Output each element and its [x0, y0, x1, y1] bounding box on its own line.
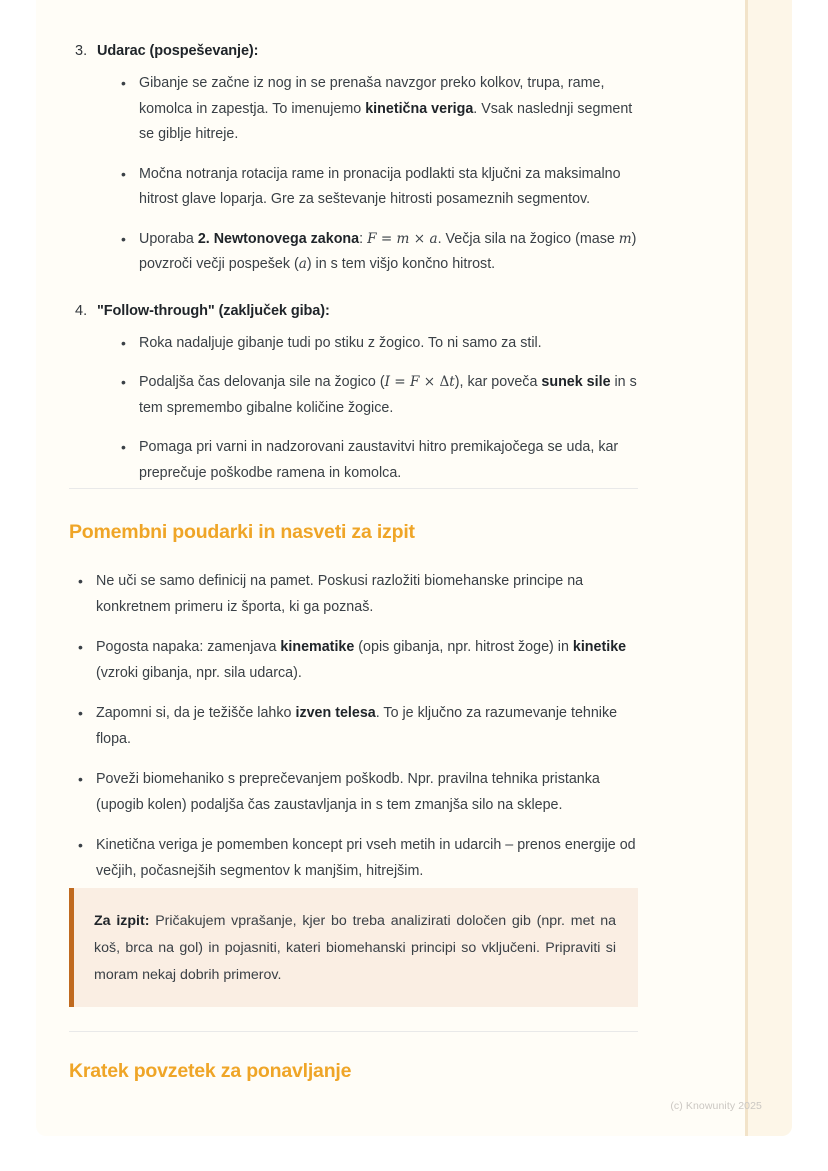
emphasis-text: kinematike: [280, 639, 355, 655]
emphasis-text: kinetike: [572, 639, 627, 655]
step-item: [69, 300, 639, 487]
list-item: • Močna notranja rotacija rame in pronacija podlakti sta ključni za maksimalno hitrost glave loparja. Gre za seštevanje hitrosti posameznih segmentov.: [119, 162, 639, 213]
list-item: • Ne uči se samo definicij na pamet. Poskusi razložiti biomehanske principe na konkretnem primeru iz športa, ki ga poznaš.: [69, 569, 639, 620]
numbered-steps-list: [69, 40, 639, 504]
step-bullets: [119, 71, 639, 278]
list-item: • Gibanje se začne iz nog in se prenaša navzgor preko kolkov, trupa, rame, komolca in zapestja. To imenujemo kinetična veriga. Vsak naslednji segment se giblje hitreje.: [119, 71, 639, 148]
emphasis-text: sunek sile: [541, 374, 611, 390]
inline-formula: F = m × a: [367, 230, 438, 247]
emphasis-text: kinetična veriga: [365, 100, 474, 117]
page-edge-stripe: [748, 0, 792, 1136]
step-number: 3.: [75, 43, 88, 59]
exam-callout-box: [69, 888, 638, 1007]
step-bullets: [119, 331, 639, 487]
list-item: • Roka nadaljuje gibanje tudi po stiku z žogico. To ni samo za stil.: [119, 331, 639, 357]
emphasis-text: Za izpit:: [94, 913, 150, 929]
tips-list: [69, 569, 639, 899]
section-divider: [69, 1031, 638, 1032]
document-page: [36, 0, 792, 1136]
inline-formula: I = F × Δt: [384, 374, 455, 390]
footer-credit: (c) Knowunity 2025: [670, 1100, 762, 1112]
list-item: • Zapomni si, da je težišče lahko izven telesa. To je ključno za razumevanje tehnike flopa.: [69, 701, 639, 752]
inline-formula: m: [618, 230, 632, 247]
emphasis-text: 2. Newtonovega zakona: [197, 230, 360, 247]
list-item: • Pomaga pri varni in nadzorovani zaustavitvi hitro premikajočega se uda, kar preprečuje poškodbe ramena in komolca.: [119, 435, 639, 486]
list-item: • Podaljša čas delovanja sile na žogico (I = F × Δt), kar poveča sunek sile in s tem spremembo gibalne količine žogice.: [119, 370, 639, 421]
step-title: "Follow-through" (zaključek giba):: [97, 302, 330, 319]
tips-section-heading: Pomembni poudarki in nasveti za izpit: [69, 521, 415, 543]
summary-section-heading: Kratek povzetek za ponavljanje: [69, 1060, 352, 1082]
step-number: 4.: [75, 302, 88, 319]
list-item: • Pogosta napaka: zamenjava kinematike (opis gibanja, npr. hitrost žoge) in kinetike (vzroki gibanja, npr. sila udarca).: [69, 635, 639, 686]
exam-callout-text: Za izpit: Pričakujem vprašanje, kjer bo treba analizirati določen gib (npr. met na koš, brca na gol) in pojasniti, kateri biomehanski principi so vključeni. Pripraviti si moram nekaj dobrih primerov.: [94, 913, 616, 983]
list-item: • Poveži biomehaniko s preprečevanjem poškodb. Npr. pravilna tehnika pristanka (upogib kolen) podaljša čas zaustavljanja in s tem zmanjša silo na sklepe.: [69, 767, 639, 818]
step-item: [69, 40, 639, 278]
list-item: • Kinetična veriga je pomemben koncept pri vseh metih in udarcih – prenos energije od večjih, počasnejših segmentov k manjšim, hitrejšim.: [69, 833, 639, 884]
emphasis-text: izven telesa: [295, 705, 376, 721]
list-item: • Uporaba 2. Newtonovega zakona: F = m × a. Večja sila na žogico (mase m) povzroči večji pospešek (a) in s tem višjo končno hitrost.: [119, 227, 639, 278]
section-divider: [69, 488, 638, 489]
step-title: Udarac (pospeševanje):: [97, 43, 259, 59]
inline-formula: a: [298, 256, 307, 272]
